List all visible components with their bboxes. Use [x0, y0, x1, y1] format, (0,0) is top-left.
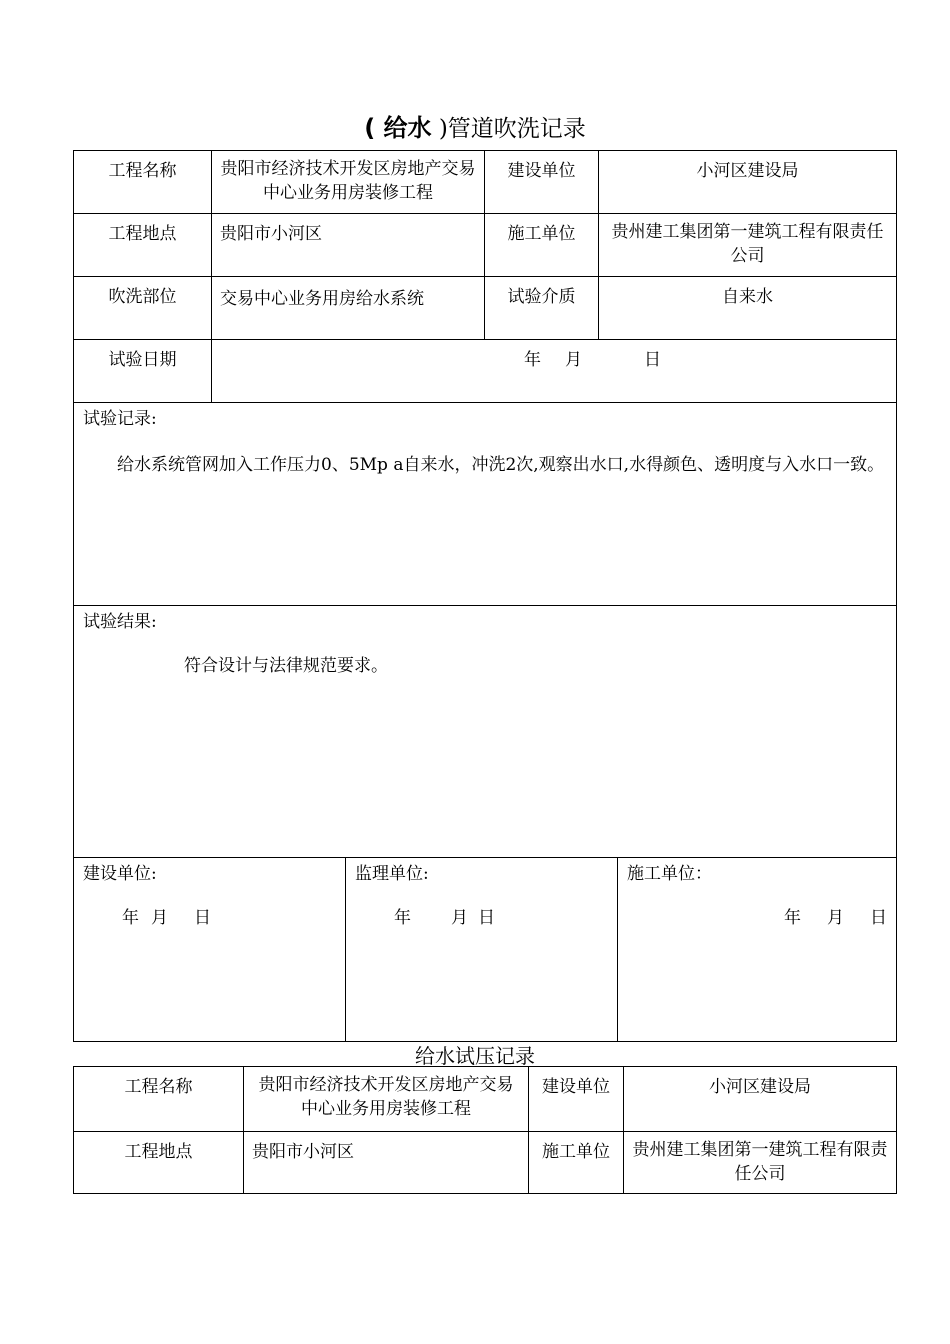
location-label: 工程地点 — [74, 1132, 244, 1194]
supervisor-signature-label: 监理单位: — [355, 864, 429, 884]
flush-record-table — [73, 150, 897, 1042]
test-record-label: 试验记录: — [83, 409, 157, 429]
title-suffix: )管道吹洗记录 — [431, 116, 586, 142]
day-text: 日 — [870, 908, 887, 928]
signature-row — [74, 858, 897, 1042]
supervisor-signature-date — [346, 886, 617, 930]
test-record-text: 给水系统管网加入工作压力0、5Mp a自来水，冲洗2次,观察出水口,水得颜色、透明度与入水口一致。 — [117, 455, 885, 475]
flush-record-title — [0, 108, 950, 143]
location-value: 贵阳市小河区 — [244, 1132, 529, 1194]
constructor-signature-date — [618, 886, 896, 930]
medium-value: 自来水 — [599, 277, 897, 340]
flush-part-label: 吹洗部位 — [74, 277, 212, 340]
project-name-value: 贵阳市经济技术开发区房地产交易中心业务用房装修工程 — [212, 151, 485, 214]
pressure-test-title: 给水试压记录 — [415, 1044, 535, 1068]
day-text: 日 — [478, 908, 495, 928]
test-result-text: 符合设计与法律规范要求。 — [184, 656, 388, 676]
pressure-test-table — [73, 1066, 897, 1194]
test-date-value — [212, 340, 897, 403]
day-text: 日 — [194, 908, 211, 928]
month-text: 月 — [451, 908, 468, 928]
date-year: 年 — [524, 350, 541, 370]
test-record-cell — [74, 403, 897, 606]
builder-label: 建设单位 — [529, 1067, 624, 1132]
location-value: 贵阳市小河区 — [212, 214, 485, 277]
test-date-label: 试验日期 — [74, 340, 212, 403]
builder-signature-date — [74, 886, 345, 930]
date-month: 月 — [565, 350, 582, 370]
constructor-signature — [618, 858, 896, 1041]
builder-label: 建设单位 — [485, 151, 599, 214]
date-day: 日 — [644, 350, 661, 370]
test-result-cell — [74, 606, 897, 858]
year-text: 年 — [122, 908, 139, 928]
supervisor-signature — [346, 858, 618, 1041]
builder-value: 小河区建设局 — [599, 151, 897, 214]
builder-signature — [74, 858, 346, 1041]
builder-signature-label: 建设单位: — [83, 864, 157, 884]
constructor-value: 贵州建工集团第一建筑工程有限责任公司 — [624, 1132, 897, 1194]
constructor-signature-label: 施工单位： — [627, 864, 712, 884]
constructor-label: 施工单位 — [485, 214, 599, 277]
test-result-label: 试验结果: — [83, 612, 157, 632]
medium-label: 试验介质 — [485, 277, 599, 340]
constructor-value: 贵州建工集团第一建筑工程有限责任公司 — [599, 214, 897, 277]
constructor-label: 施工单位 — [529, 1132, 624, 1194]
project-name-label: 工程名称 — [74, 151, 212, 214]
month-text: 月 — [827, 908, 844, 928]
year-text: 年 — [394, 908, 411, 928]
project-name-label: 工程名称 — [74, 1067, 244, 1132]
year-text: 年 — [784, 908, 801, 928]
location-label: 工程地点 — [74, 214, 212, 277]
flush-part-value: 交易中心业务用房给水系统 — [212, 277, 485, 340]
project-name-value: 贵阳市经济技术开发区房地产交易中心业务用房装修工程 — [244, 1067, 529, 1132]
builder-value: 小河区建设局 — [624, 1067, 897, 1132]
month-text: 月 — [151, 908, 168, 928]
title-prefix: ( 给水 — [364, 114, 432, 142]
